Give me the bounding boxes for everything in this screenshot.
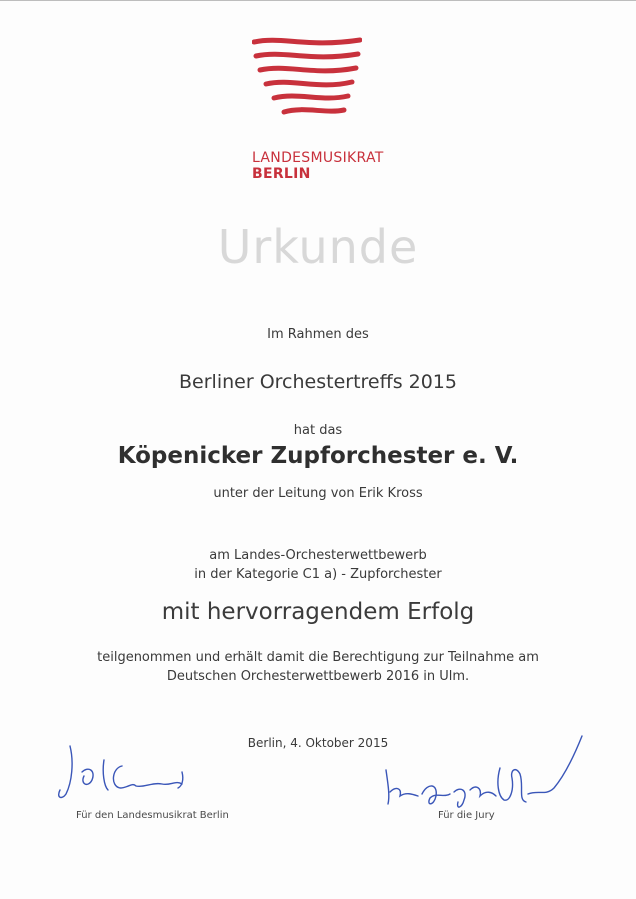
place-date: Berlin, 4. Oktober 2015	[247, 736, 389, 750]
body-line2: Deutschen Orchesterwettbewerb 2016 in Ulm.	[166, 669, 470, 684]
document-title: Urkunde	[217, 220, 419, 274]
top-border-line	[0, 0, 636, 1]
org-name-line1: LANDESMUSIKRAT	[252, 150, 384, 166]
body-line1: teilgenommen und erhält damit die Berechtigung zur Teilnahme am	[97, 650, 539, 665]
connector-text: hat das	[293, 423, 343, 438]
competition-line2: in der Kategorie C1 a) - Zupforchester	[194, 567, 442, 582]
right-signature-label: Für die Jury	[438, 810, 495, 821]
left-signature	[52, 742, 212, 804]
event-name: Berliner Orchestertreffs 2015	[179, 371, 457, 393]
intro-text: Im Rahmen des	[267, 327, 369, 342]
leadership-text: unter der Leitung von Erik Kross	[213, 486, 423, 501]
org-name-line2: BERLIN	[252, 166, 311, 182]
result-text: mit hervorragendem Erfolg	[161, 599, 475, 625]
competition-line1: am Landes-Orchesterwettbewerb	[209, 548, 427, 563]
wave-logo-icon	[252, 36, 362, 116]
left-signature-label: Für den Landesmusikrat Berlin	[76, 810, 229, 821]
orchestra-name: Köpenicker Zupforchester e. V.	[117, 443, 519, 469]
